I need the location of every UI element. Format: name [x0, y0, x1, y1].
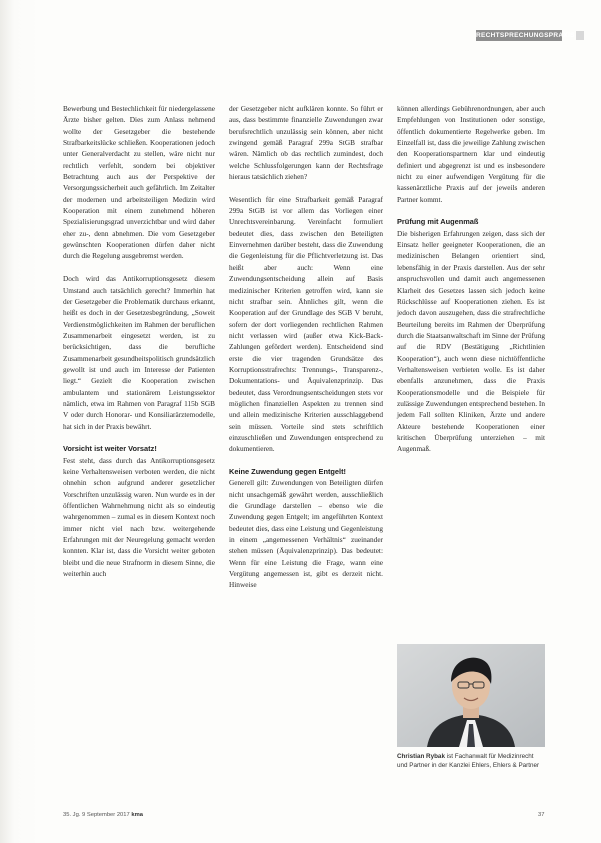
corner-mark [576, 31, 584, 40]
paragraph: Wesentlich für eine Strafbarkeit gemäß Paragraf 299a StGB ist vor allem das Vorliegen einer Unrechtsvereinbarung. Vereinfacht formuliert bedeutet dies, dass zwischen den Beteiligten Einvernehmen darüber besteht, dass die Zuwendung die Gegenleistung für die Pflichtverletzung ist. Das heißt aber auch: Wenn eine Zuwendungsentscheidung allein auf Basis medizinischer Kriterien getroffen wird, kann sie nicht strafbar sein. Ähnliches gilt, wenn die Kooperation auf der Grundlage des SGB V beruht, sofern der dort vorliegenden rechtlichen Rahmen nicht verlassen wird (außer etwa Kick-Back-Zahlungen gefördert werden). Entscheidend sind erste die vier tragenden Grundsätze des Korruptionsstrafrechts: Trennungs-, Transparenz-, Dokumentations- und Äquivalenzprinzip. Das bedeutet, dass Verordnungsentscheidungen stets vor möglichen finanziellen Aspekten zu trennen sind und allein medizinische Kriterien ausschlaggebend sein müssen. Vorteile sind stets schriftlich einzuschließen und Zuwendungen entsprechend zu dokumentieren. [229, 194, 383, 454]
subheading: Prüfung mit Augenmaß [397, 217, 479, 227]
author-photo [397, 644, 545, 747]
paragraph: Fest steht, dass durch das Antikorruptionsgesetz keine Verhaltensweisen verboten werden, die nicht ohnehin schon aufgrund anderer gesetzlicher Vorschriften unzulässig waren. Nun wurde es in der öffentlichen Wahrnehmung nicht als so eindeutig wahrgenommen – zumal es in diesem Kontext noch immer nicht viel nach bzw. weitergehende Erfahrungen mit der Neuregelung gemacht werden konnten. Klar ist, dass die Vorsicht weiter geboten bleibt und die neue Strafnorm in diesem Sinne, die weiterhin auch [63, 455, 215, 579]
article-column-2 [229, 103, 383, 591]
caption-name: Christian Rybak [397, 753, 445, 760]
subheading: Vorsicht ist weiter Vorsatz! [63, 444, 157, 454]
portrait-image [397, 644, 545, 747]
footer-issue-text: 35. Jg. 9 September 2017 [63, 812, 130, 818]
caption-text: ist Fachanwalt für Medizinrecht und Partner in der Kanzlei Ehlers, Ehlers & Partner [397, 753, 540, 769]
article-column-3 [397, 103, 545, 455]
paragraph: Die bisherigen Erfahrungen zeigen, dass sich der Einsatz heller geeigneter Kooperationen, die an medizinischen Belangen orientiert sind, lebensfähig in der Praxis darstellen. Aus der sehr anspruchsvollen und damit auch angemessenen Klarheit des Gesetzes lassen sich jedoch keine Rückschlüsse auf Kooperationen ziehen. Es ist jedoch davon auszugehen, dass die strafrechtliche Beurteilung bereits im Rahmen der Überprüfung durch die Staatsanwaltschaft im Sinne der Prüfung auf die RDV (Bestätigung „Richtlinien Kooperation“), auch wenn diese nichtöffentliche Verhaltensweisen verbieten wolle. Es ist daher ebenfalls anzunehmen, dass die Praxis Kooperationsmodelle und die Beispiele für zulässige Zuwendungen entsprechend bestehen. In jedem Fall sollten Kliniken, Ärzte und andere Akteure bestehende Kooperationen einer kritischen Überprüfung unterziehen – mit Augenmaß. [397, 228, 545, 454]
paragraph: Generell gilt: Zuwendungen von Beteiligten dürfen nicht unsachgemäß gewährt werden, ausschließlich die Grundlage darstellen – ebenso wie die Zuwendung gegen Entgelt; im angeführten Kontext bedeutet dies, dass eine Leistung und Gegenleistung in einem „angemessenen Verhältnis“ zueinander stehen müssen (Äquivalenzprinzip). Das bedeutet: Wenn für eine Leistung die Frage, wann eine Vergütung angemessen ist, gibt es derzeit nicht. Hinweise [229, 478, 383, 590]
paragraph: Doch wird das Antikorruptionsgesetz diesem Umstand auch tatsächlich gerecht? Immerhin hat der Gesetzgeber die Problematik durchaus erkannt, heißt es doch in der Gesetzesbegründung, „Soweit Verdienstmöglichkeiten im Rahmen der beruflichen Zusammenarbeit eingesetzt werden, ist zu berücksichtigen, dass die berufliche Zusammenarbeit gesundheitspolitisch grundsätzlich gewollt ist und auch im Interesse der Patienten liegt.“ Gezielt die Kooperation zwischen ambulantem und stationärem Leistungssektor nämlich, etwa im Rahmen von Paragraf 115b SGB V oder durch Honorar- und Konsiliarärztemodelle, hat sich in der Praxis bewährt. [63, 274, 215, 431]
article-column-1 [63, 103, 215, 579]
footer-brand: kma [131, 812, 143, 818]
paragraph: können allerdings Gebührenordnungen, aber auch Empfehlungen von Institutionen oder sonstige, öffentlich dokumentierte Regelwerke geben. Im Einzelfall ist, dass die jeweilige Zahlung zwischen den Kooperationspartnern klar und eindeutig definiert und abgegrenzt ist und es insbesondere nicht zu einer aufwendigen Vergütung für die kassenärztliche Praxis auf der jeweils anderen Partner kommt. [397, 104, 545, 204]
subheading: Keine Zuwendung gegen Entgelt! [229, 467, 347, 476]
page-number: 37 [538, 812, 545, 818]
photo-caption [397, 752, 545, 770]
section-header-label: RECHTSPRECHUNGSPRAXIS [476, 32, 575, 39]
paragraph: Bewerbung und Bestechlichkeit für niedergelassene Ärzte bisher gelten. Dies zum Anlass nehmend wollte der Gesetzgeber die bestehende Strafbarkeitslücke schließen. Kooperationen jedoch unter Generalverdacht zu stellen, wäre nicht nur rechtlich verfehlt, sondern bei objektiver Betrachtung auch aus der Perspektive der Versorgungssicherheit auch gefährlich. Im Zeitalter der modernen und arbeitsteiligen Medizin wird Kooperation mit einem zunehmend höheren Spezialisierungsgrad unverzichtbar und wird daher eher zu-, denn abnehmen. Die vom Gesetzgeber gewünschten Kooperationen dürfen daher nicht durch die Regelung ausgebremst werden. [63, 104, 215, 261]
footer-issue [63, 812, 143, 818]
paragraph: der Gesetzgeber nicht aufklären konnte. So führt er aus, dass bestimmte finanzielle Zuwendungen zwar berufsrechtlich unzulässig sein können, aber nicht zwingend gemäß Paragraf 299a StGB strafbar wären. Nämlich ob das rechtlich zumindest, doch welche Schlussfolgerungen kann der Rechtsfrage hieraus tatsächlich ziehen? [229, 104, 383, 182]
